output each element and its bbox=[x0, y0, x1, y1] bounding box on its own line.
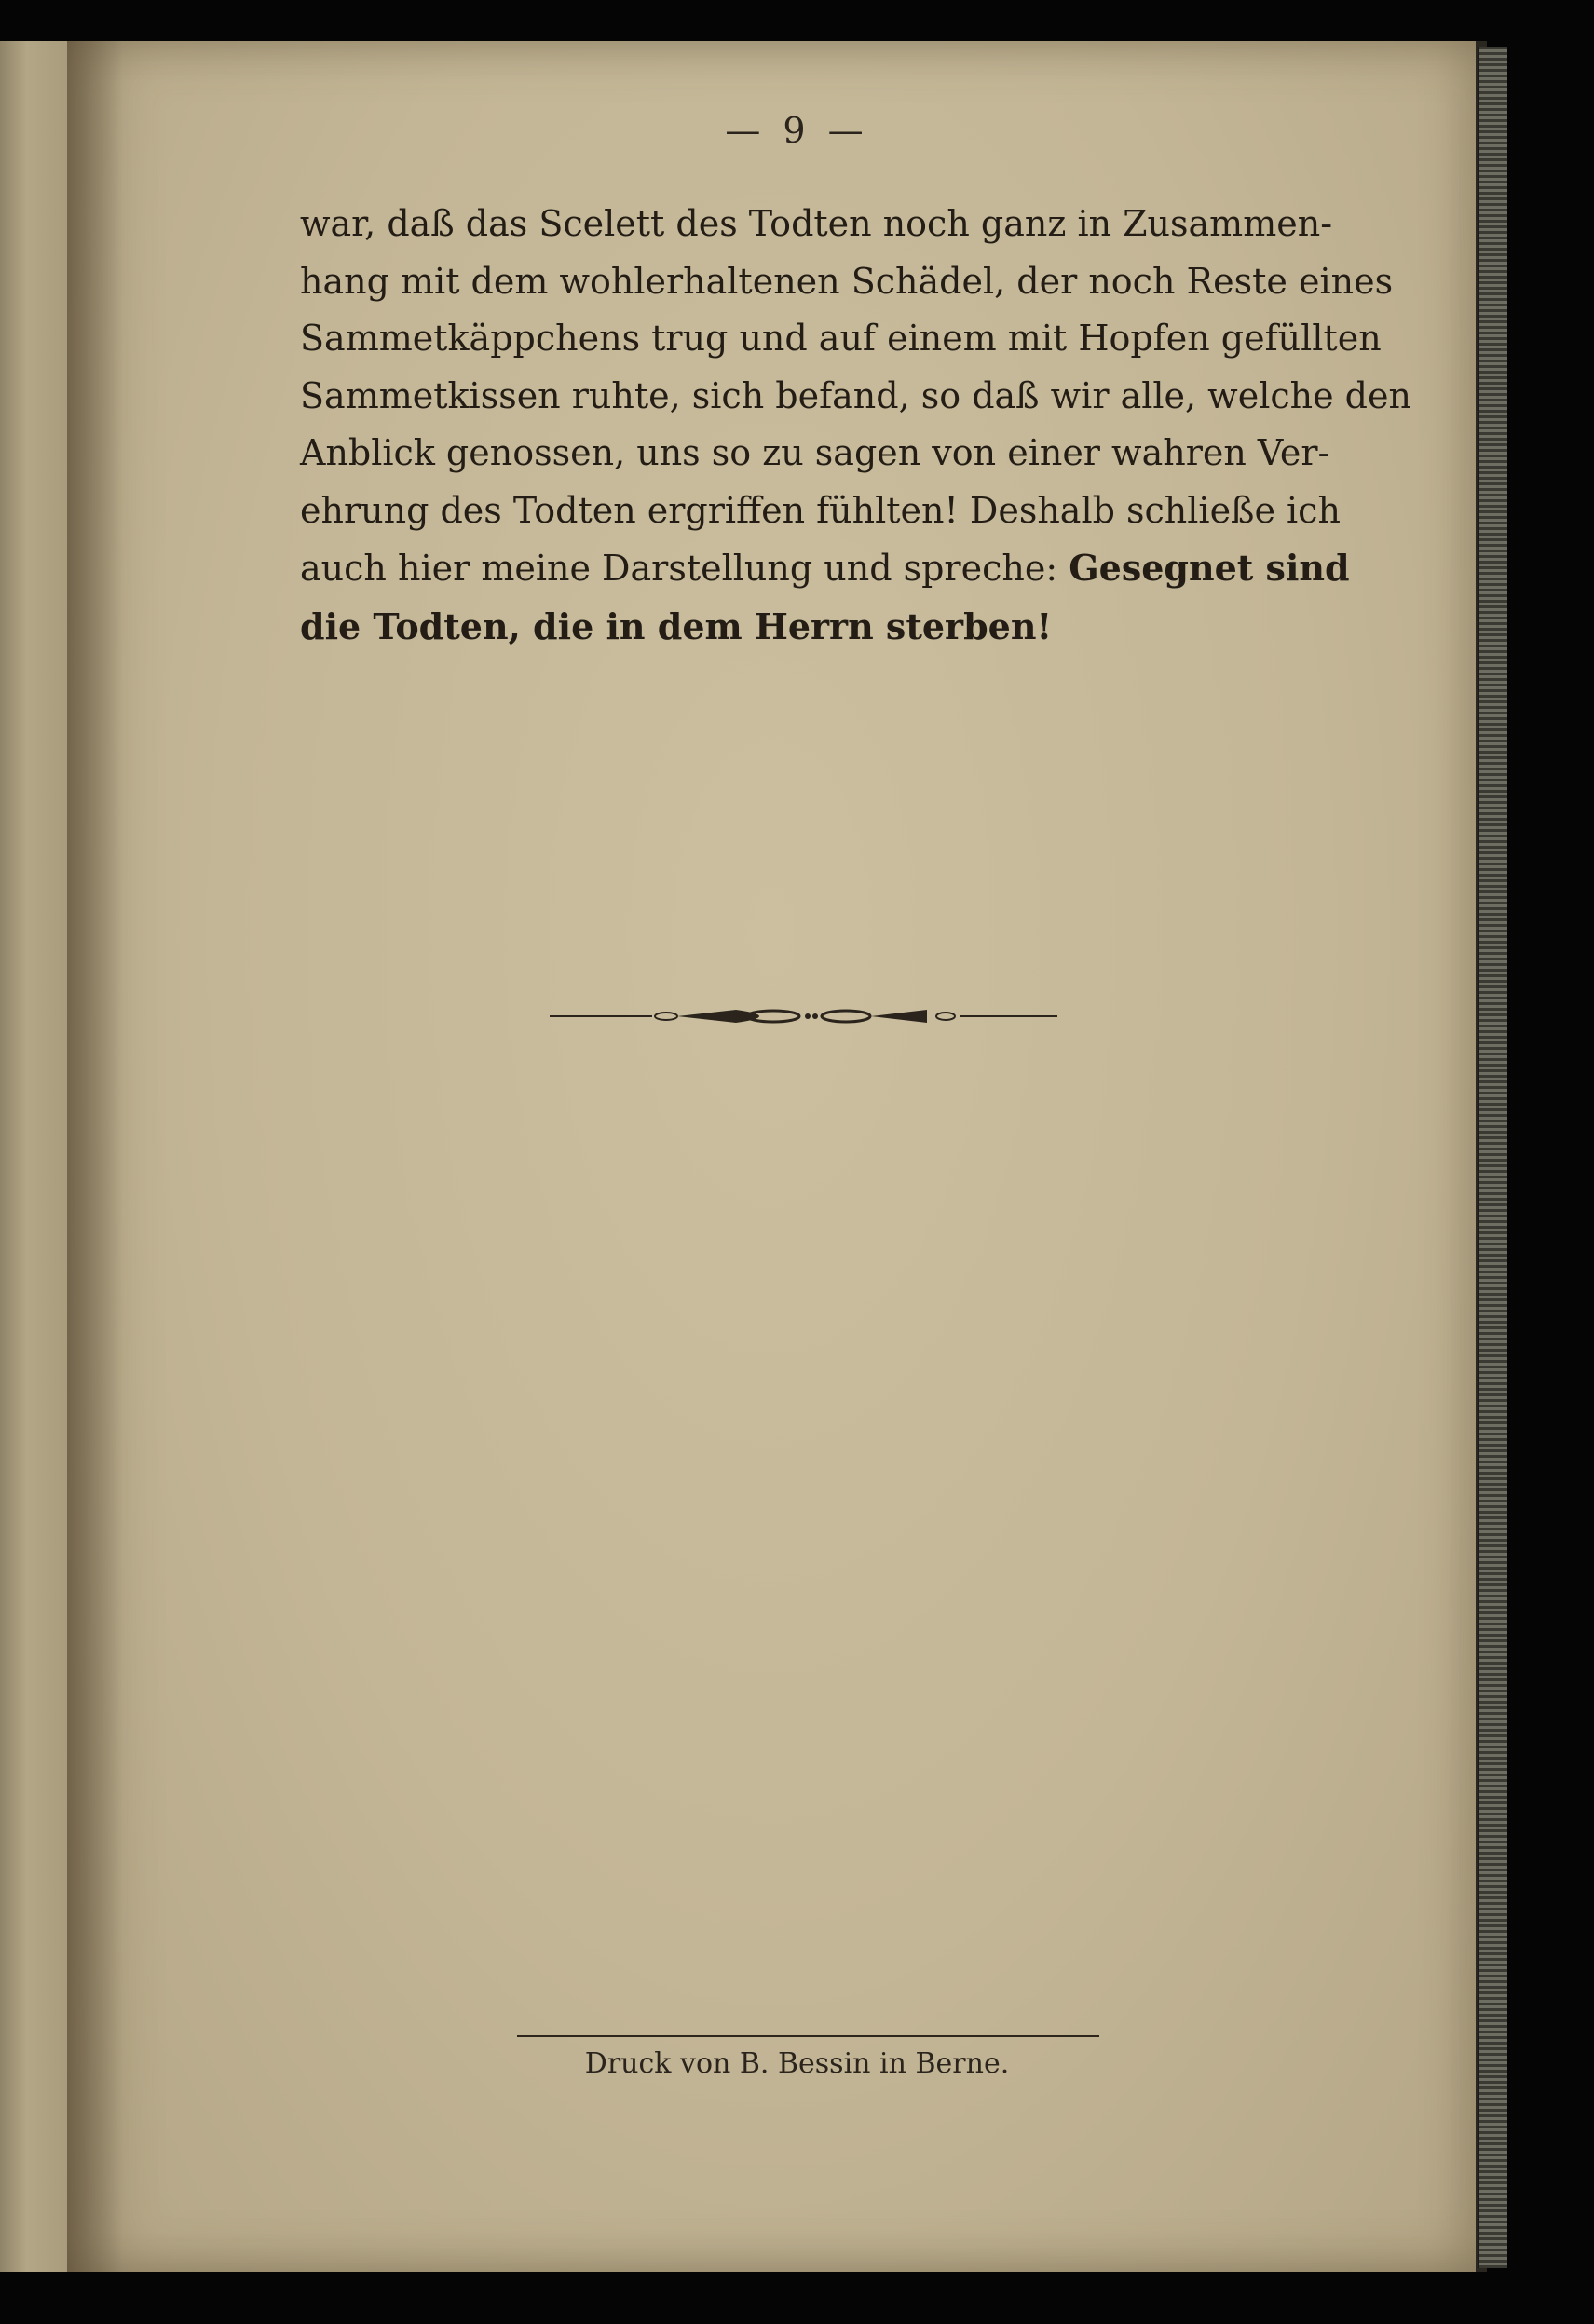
text-line-7-plain: auch hier meine Darstellung und spreche: bbox=[300, 548, 1069, 589]
page-number: — 9 — bbox=[725, 110, 869, 151]
ornamental-divider bbox=[550, 1004, 1057, 1028]
body-text bbox=[300, 196, 1411, 655]
text-line-8: die Todten, die in dem Herrn sterben! bbox=[300, 605, 1053, 647]
printer-rule bbox=[517, 2035, 1099, 2037]
gutter-shadow bbox=[67, 41, 123, 2272]
text-line-3: Sammetkäppchens trug und auf einem mit Hopfen gefüllten bbox=[300, 318, 1382, 359]
printer-imprint: Druck von B. Bessin in Berne. bbox=[584, 2047, 1010, 2080]
text-line-6: ehrung des Todten ergriffen fühlten! Deshalb schließe ich bbox=[300, 489, 1341, 531]
book-binding bbox=[1478, 47, 1507, 2268]
text-line-7 bbox=[300, 539, 1350, 598]
text-line-4: Sammetkissen ruhte, sich befand, so daß wir alle, welche den bbox=[300, 374, 1411, 416]
text-line-2: hang mit dem wohlerhaltenen Schädel, der noch Reste eines bbox=[300, 260, 1394, 302]
text-line-7-bold: Gesegnet sind bbox=[1069, 547, 1350, 589]
facing-page-edge bbox=[0, 41, 67, 2272]
text-line-5: Anblick genossen, uns so zu sagen von einer wahren Ver- bbox=[300, 432, 1330, 473]
text-line-1: war, daß das Scelett des Todten noch ganz in Zusammen- bbox=[300, 203, 1333, 244]
